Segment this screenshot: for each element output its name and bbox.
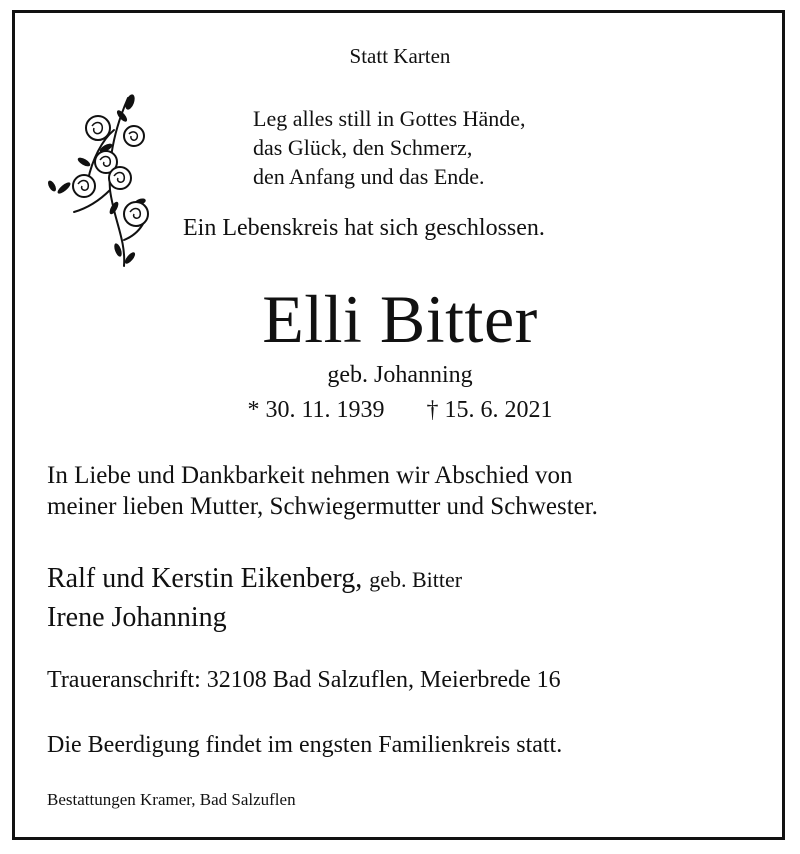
mourner-maiden-name: geb. Bitter	[369, 567, 463, 592]
maiden-name: geb. Johanning	[327, 362, 473, 388]
verse-line: den Anfang und das Ende.	[253, 164, 485, 189]
life-dates	[0, 397, 800, 424]
header-text: Statt Karten	[349, 44, 451, 68]
mourning-address: Traueranschrift: 32108 Bad Salzuflen, Meierbrede 16	[47, 667, 561, 693]
farewell-text	[47, 460, 598, 522]
mourner-names: Ralf und Kerstin Eikenberg,	[47, 563, 363, 594]
funeral-home: Bestattungen Kramer, Bad Salzuflen	[47, 790, 296, 809]
mourner-line	[47, 560, 462, 599]
burial-note: Die Beerdigung findet im engsten Familienkreis statt.	[47, 732, 563, 758]
death-date: † 15. 6. 2021	[426, 397, 553, 423]
circle-line: Ein Lebenskreis hat sich geschlossen.	[183, 215, 545, 241]
deceased-name: Elli Bitter	[262, 281, 538, 357]
roses-icon	[44, 90, 162, 268]
farewell-line: In Liebe und Dankbarkeit nehmen wir Abschied von	[47, 462, 573, 489]
mourners	[47, 560, 462, 637]
verse	[253, 104, 526, 191]
farewell-line: meiner lieben Mutter, Schwiegermutter und Schwester.	[47, 493, 598, 520]
birth-date: * 30. 11. 1939	[247, 397, 385, 423]
mourner-line: Irene Johanning	[47, 602, 227, 633]
verse-line: Leg alles still in Gottes Hände,	[253, 106, 526, 131]
verse-line: das Glück, den Schmerz,	[253, 135, 473, 160]
